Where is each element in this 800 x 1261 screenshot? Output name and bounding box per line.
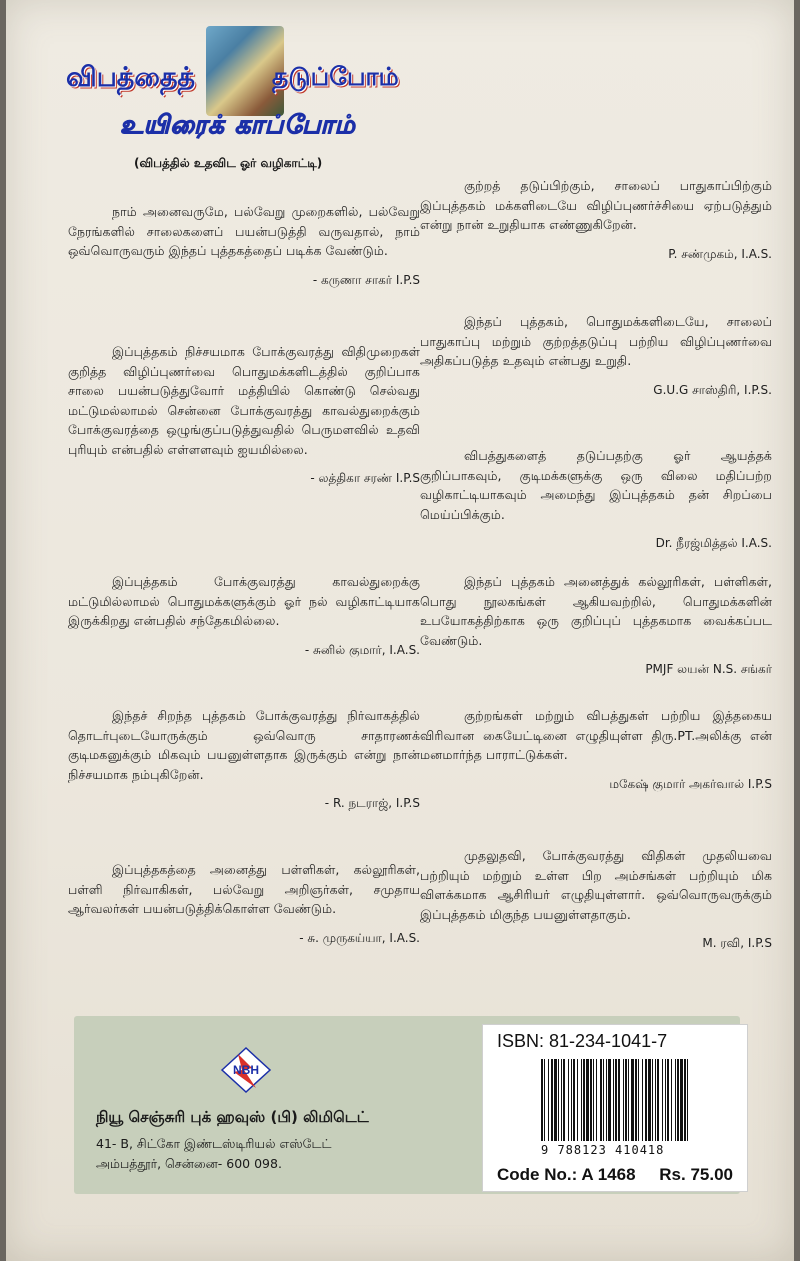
barcode-bar xyxy=(571,1059,572,1141)
review-signature: PMJF லயன் N.S. சங்கர் xyxy=(645,662,772,676)
barcode-bar xyxy=(615,1059,617,1141)
publisher-logo-text: NBH xyxy=(233,1063,259,1077)
review-signature: M. ரவி, I.P.S xyxy=(702,936,772,950)
title-line2: உயிரைக் காப்போம் xyxy=(120,110,356,139)
review-signature: - கருணா சாகர் I.P.S xyxy=(312,272,420,287)
barcode-bar xyxy=(606,1059,607,1141)
review-text: இப்புத்தகம் நிச்சயமாக போக்குவரத்து விதிமுறைகள் குறித்த விழிப்புணர்வை பொதுமக்களிடத்தில் குறிப்பாக சாலை பயன்படுத்துவோர் மத்தியில் கொண்டு செல்வது மட்டுமல்லாமல் சென்னை போக்குவரத்து காவல்துறைக்கும் போக்குவரத்தை ஒழுங்குப்படுத்துவதில் பெருமளவில் உதவி புரியும் என்பதில் எள்ளளவும் ஐயமில்லை. xyxy=(68,344,420,457)
barcode-bar xyxy=(558,1059,559,1141)
barcode-bar xyxy=(687,1059,688,1141)
title-block xyxy=(66,18,426,150)
review-item xyxy=(420,846,772,954)
barcode-bar xyxy=(680,1059,683,1141)
publisher-address-line2: அம்பத்தூர், சென்னை- 600 098. xyxy=(96,1156,282,1171)
review-text: முதலுதவி, போக்குவரத்து விதிகள் முதலியவை பற்றியும் மற்றும் உள்ள பிற அம்சங்கள் பற்றியும் மிக விளக்கமாக ஆசிரியர் எழுதியுள்ளார். ஒவ்வொருவருக்கும் இப்புத்தகம் மிகுந்த பயனுள்ளதாகும். xyxy=(420,848,772,922)
review-item xyxy=(420,312,772,400)
code-number: Code No.: A 1468 xyxy=(497,1165,636,1184)
barcode-bar xyxy=(548,1059,549,1141)
barcode-bar xyxy=(675,1059,676,1141)
publisher-address-line1: 41- B, சிட்கோ இண்டஸ்டிரியல் எஸ்டேட் xyxy=(96,1136,332,1151)
review-signature: - லத்திகா சரண் I.P.S xyxy=(310,471,420,485)
barcode-bar xyxy=(577,1059,578,1141)
publisher-name: நியூ செஞ்சுரி புக் ஹவுஸ் (பி) லிமிடெட் xyxy=(96,1108,369,1126)
barcode-bar xyxy=(563,1059,565,1141)
barcode-bar xyxy=(635,1059,637,1141)
barcode-bar xyxy=(541,1059,543,1141)
title-line1-left: விபத்தைத் xyxy=(66,62,196,93)
barcode-bar xyxy=(568,1059,569,1141)
review-signature: - R. நடராஜ், I.P.S xyxy=(324,796,420,810)
barcode-bar xyxy=(677,1059,679,1141)
barcode-bar xyxy=(638,1059,639,1141)
barcode-bar xyxy=(590,1059,592,1141)
isbn-label: ISBN: 81-234-1041-7 xyxy=(497,1031,668,1051)
review-signature: P. சண்முகம், I.A.S. xyxy=(668,246,772,261)
barcode-bar xyxy=(544,1059,545,1141)
barcode-bar xyxy=(628,1059,629,1141)
barcode-bar xyxy=(551,1059,553,1141)
review-signature: G.U.G சாஸ்திரி, I.P.S. xyxy=(653,382,772,397)
review-text: இந்தச் சிறந்த புத்தகம் போக்குவரத்து நிர்வாகத்தில் தொடர்புடையோருக்கும் ஒவ்வொரு சாதாரணக் குடிமகனுக்கும் மிகவும் பயனுள்ளதாக இருக்கும் என்று நான் நிச்சயமாக நம்புகிறேன். xyxy=(68,708,420,782)
barcode-bar xyxy=(618,1059,620,1141)
barcode-bar xyxy=(645,1059,647,1141)
review-item xyxy=(68,860,420,948)
barcode-bar xyxy=(657,1059,659,1141)
barcode-bar xyxy=(600,1059,602,1141)
review-text: நாம் அனைவருமே, பல்வேறு முறைகளில், பல்வேறு நேரங்களில் சாலைகளைப் பயன்படுத்தி வருவதால், நாம் ஒவ்வொருவரும் இந்தப் புத்தகத்தைப் படிக்க வேண்டும். xyxy=(68,204,420,258)
barcode-bar xyxy=(665,1059,666,1141)
barcode-bar xyxy=(613,1059,614,1141)
barcode-bar xyxy=(623,1059,624,1141)
barcode-bar xyxy=(573,1059,575,1141)
review-item xyxy=(68,342,420,489)
publisher-logo-icon xyxy=(216,1044,276,1096)
review-text: இப்புத்தகம் போக்குவரத்து காவல்துறைக்கு மட்டுமில்லாமல் பொதுமக்களுக்கும் ஓர் நல் வழிகாட்டியாக இருக்கிறது என்பதில் சந்தேகமில்லை. xyxy=(68,574,420,628)
barcode-bar xyxy=(581,1059,582,1141)
barcode-bar xyxy=(596,1059,597,1141)
review-item xyxy=(420,176,772,264)
review-item xyxy=(420,572,772,680)
barcode-bar xyxy=(631,1059,634,1141)
review-text: விபத்துகளைத் தடுப்பதற்கு ஓர் ஆயத்தக் குறிப்பாகவும், குடிமக்களுக்கு ஒரு விலை மதிப்பற்ற வழிகாட்டியாகவும் அமைந்து இப்புத்தகம் தன் சிறப்பை மெய்ப்பிக்கும். xyxy=(420,448,772,522)
review-signature: மகேஷ் குமார் அகர்வால் I.P.S xyxy=(609,776,772,791)
review-text: குற்றங்கள் மற்றும் விபத்துகள் பற்றிய இத்தகைய விரிவான கையேட்டினை எழுதியுள்ள திரு.PT.அலிக்கு என் மனமார்ந்த பாராட்டுக்கள். xyxy=(420,708,772,762)
review-item xyxy=(420,706,772,794)
barcode-bar xyxy=(648,1059,651,1141)
review-text: இந்தப் புத்தகம், பொதுமக்களிடையே, சாலைப் பாதுகாப்பு மற்றும் குற்றத்தடுப்பு பற்றிய விழிப்புணர்வை அதிகப்படுத்த உதவும் என்பது உறுதி. xyxy=(420,314,772,368)
barcode-bar xyxy=(608,1059,611,1141)
barcode-bar xyxy=(603,1059,604,1141)
review-signature: - சு. முருகய்யா, I.A.S. xyxy=(299,930,420,945)
review-signature: - சுனில் குமார், I.A.S. xyxy=(304,642,420,657)
barcode-bar xyxy=(667,1059,669,1141)
barcode-bar xyxy=(662,1059,663,1141)
review-item xyxy=(68,706,420,814)
review-text: இந்தப் புத்தகம் அனைத்துக் கல்லூரிகள், பள்ளிகள், பொது நூலகங்கள் ஆகியவற்றில், பொதுமக்களின் உபயோகத்திற்காக ஒரு குறிப்புப் புத்தகமாக வைக்கப்பட வேண்டும். xyxy=(420,574,772,648)
review-text: குற்றத் தடுப்பிற்கும், சாலைப் பாதுகாப்பிற்கும் இப்புத்தகம் மக்களிடையே விழிப்புணர்ச்சியை ஏற்படுத்தும் என்று நான் உறுதியாக எண்ணுகிறேன். xyxy=(420,178,772,232)
barcode-bar xyxy=(684,1059,686,1141)
price-label: Rs. 75.00 xyxy=(659,1165,733,1184)
barcode-bar xyxy=(625,1059,627,1141)
review-item xyxy=(420,446,772,554)
title-line1-right: தடுப்போம் xyxy=(272,62,399,91)
barcode-digits: 9 788123 410418 xyxy=(541,1143,665,1157)
barcode-bar xyxy=(642,1059,643,1141)
review-item xyxy=(68,572,420,660)
review-signature: Dr. நீரஜ்மித்தல் I.A.S. xyxy=(655,536,772,550)
barcode-bar xyxy=(655,1059,656,1141)
barcode-bar xyxy=(652,1059,653,1141)
barcode-bar xyxy=(561,1059,562,1141)
review-item xyxy=(68,202,420,290)
barcode-bar xyxy=(593,1059,594,1141)
barcode-bar xyxy=(583,1059,585,1141)
barcode-bar xyxy=(554,1059,557,1141)
barcode-panel xyxy=(482,1024,748,1192)
review-text: இப்புத்தகத்தை அனைத்து பள்ளிகள், கல்லூரிகள், பள்ளி நிர்வாகிகள், பல்வேறு அறிஞர்கள், சமுதாய ஆர்வலர்கள் பயன்படுத்திக்கொள்ள வேண்டும். xyxy=(68,862,420,916)
back-cover xyxy=(6,0,794,1261)
barcode-icon xyxy=(541,1059,691,1141)
barcode-bar xyxy=(586,1059,589,1141)
subtitle: (விபத்தில் உதவிட ஓர் வழிகாட்டி) xyxy=(134,156,323,170)
barcode-bar xyxy=(671,1059,672,1141)
